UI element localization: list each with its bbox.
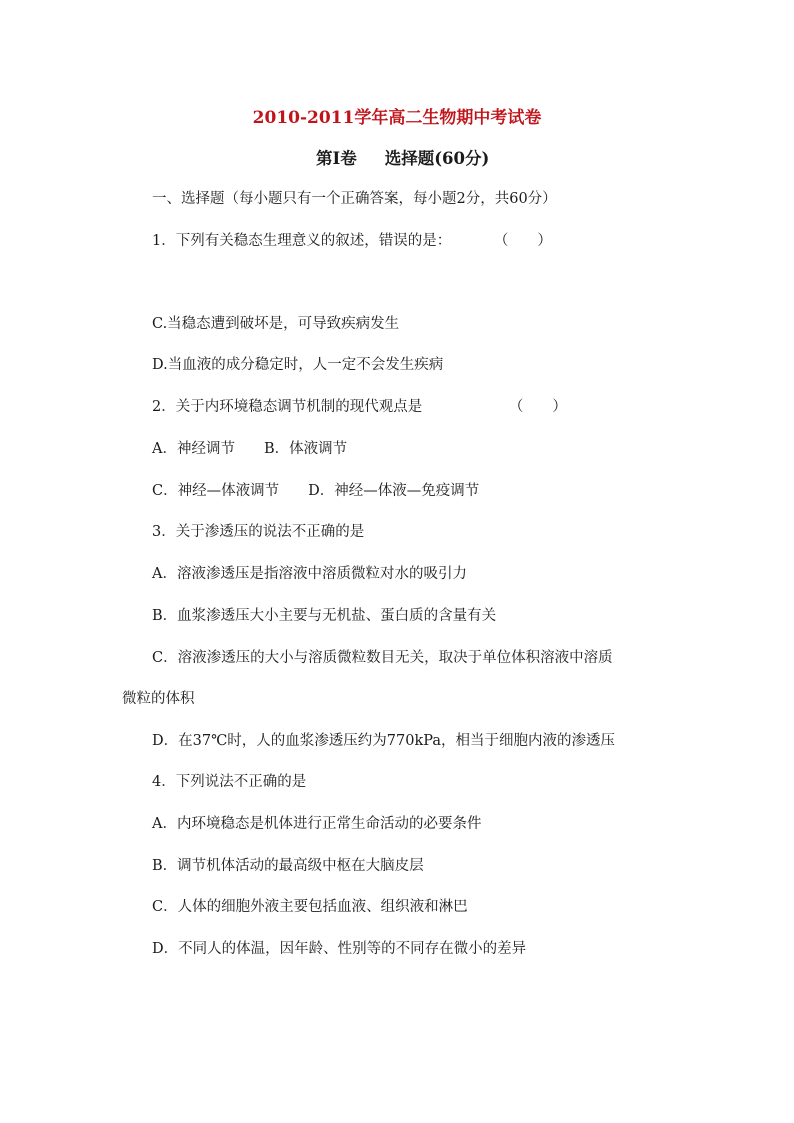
instructions: 一、选择题（每小题只有一个正确答案，每小题2分，共60分） — [152, 191, 557, 207]
question-3-option-c: C．溶液渗透压的大小与溶质微粒数目无关，取决于单位体积溶液中溶质 — [152, 650, 613, 666]
question-4-option-c: C．人体的细胞外液主要包括血液、组织液和淋巴 — [152, 899, 468, 915]
question-4-stem: 4．下列说法不正确的是 — [152, 774, 307, 790]
section-name: 选择题(60分) — [384, 149, 490, 168]
document-title: 2010-2011学年高二生物期中考试卷 — [252, 108, 542, 128]
question-2-stem — [152, 397, 567, 417]
question-2-answer-paren: （ ） — [508, 399, 567, 415]
question-1-option-c: C.当稳态遭到破坏是，可导致疾病发生 — [152, 316, 400, 332]
question-3-option-b: B．血浆渗透压大小主要与无机盐、蛋白质的含量有关 — [152, 608, 497, 624]
question-2-text: 2．关于内环境稳态调节机制的现代观点是 — [152, 399, 423, 415]
question-4-option-a: A．内环境稳态是机体进行正常生命活动的必要条件 — [152, 816, 482, 832]
question-4-option-b: B．调节机体活动的最高级中枢在大脑皮层 — [152, 858, 424, 874]
question-3-option-c-continued: 微粒的体积 — [122, 691, 195, 707]
question-2-option-cd: C．神经—体液调节 D．神经—体液—免疫调节 — [152, 483, 480, 499]
question-1-option-d: D.当血液的成分稳定时，人一定不会发生疾病 — [152, 357, 444, 373]
question-3-option-d: D．在37℃时，人的血浆渗透压约为770kPa，相当于细胞内液的渗透压 — [152, 733, 616, 749]
question-1-answer-paren: （ ） — [493, 233, 552, 249]
question-1-text: 1．下列有关稳态生理意义的叙述，错误的是： — [152, 233, 452, 249]
question-3-stem: 3．关于渗透压的说法不正确的是 — [152, 524, 365, 540]
question-3-option-a: A．溶液渗透压是指溶液中溶质微粒对水的吸引力 — [152, 566, 467, 582]
section-heading — [316, 147, 489, 171]
section-part: 第Ⅰ卷 — [316, 149, 357, 168]
question-4-option-d: D．不同人的体温，因年龄、性别等的不同存在微小的差异 — [152, 941, 527, 957]
question-1-stem — [152, 231, 552, 251]
question-2-option-ab: A．神经调节 B．体液调节 — [152, 441, 348, 457]
